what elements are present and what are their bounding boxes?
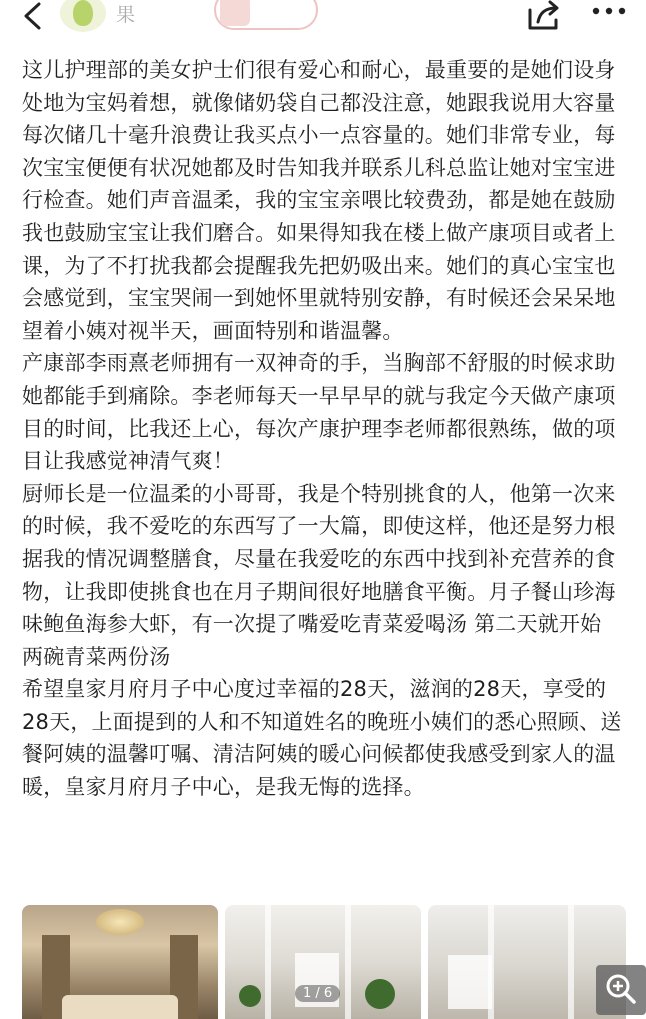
window-light	[448, 955, 492, 1009]
plant-shape	[239, 985, 261, 1007]
gallery-image-2[interactable]	[225, 905, 421, 1019]
follow-button[interactable]	[214, 0, 318, 30]
back-arrow-icon[interactable]	[20, 2, 48, 30]
gallery-image-1[interactable]	[22, 905, 218, 1019]
gallery-counter: 1 / 6	[295, 985, 340, 1002]
follow-button-mark	[220, 0, 250, 26]
ceiling-beam	[345, 905, 351, 1019]
post-paragraph-nursing: 这儿护理部的美女护士们很有爱心和耐心，最重要的是她们设身处地为宝妈着想，就像储奶袋自己都没注意，她跟我说用大容量每次储几十毫升浪费让我买点小一点容量的。她们非常专业，每次宝宝便便有状况她都及时告知我并联系儿科总监让她对宝宝进行检查。她们声音温柔，我的宝宝亲喂比较费劲，都是她在鼓励我也鼓励宝宝让我们磨合。如果得知我在楼上做产康项目或者上课，为了不打扰我都会提醒我先把奶吸出来。她们的真心宝宝也会感觉到，宝宝哭闹一到她怀里就特别安静，有时候还会呆呆地望着小姨对视半天，画面特别和谐温馨。	[22, 58, 616, 343]
avatar-fruit-icon	[73, 0, 93, 26]
zoom-button[interactable]	[596, 965, 646, 1015]
top-bar	[0, 0, 646, 34]
avatar[interactable]	[60, 0, 106, 32]
plant-shape	[365, 979, 395, 1009]
post-paragraph-conclusion: 希望皇家月府月子中心度过幸福的28天，滋润的28天，享受的28天，上面提到的人和不知道姓名的晚班小姨们的悉心照顾、送餐阿姨的温馨叮嘱、清洁阿姨的暖心问候都使我感受到家人的温暖，皇家月府月子中心，是我无悔的选择。	[22, 677, 622, 800]
sofa-shape	[62, 995, 178, 1019]
post-body	[22, 54, 622, 804]
username[interactable]: 果	[116, 4, 136, 26]
image-gallery	[22, 905, 626, 1019]
more-icon[interactable]	[592, 6, 626, 16]
username-fade	[140, 0, 210, 30]
ceiling-beam	[265, 905, 271, 1019]
ceiling-beam	[568, 905, 574, 1019]
zoom-in-icon	[596, 965, 646, 1015]
post-paragraph-chef: 厨师长是一位温柔的小哥哥，我是个特别挑食的人，他第一次来的时候，我不爱吃的东西写了一大篇，即使这样，他还是努力根据我的情况调整膳食，尽量在我爱吃的东西中找到补充营养的食物，让我即使挑食也在月子期间很好地膳食平衡。月子餐山珍海味鲍鱼海参大虾，有一次提了嘴爱吃青菜爱喝汤 第二天就开始两碗青菜两份汤	[22, 481, 616, 669]
post-paragraph-postpartum: 产康部李雨熹老师拥有一双神奇的手，当胸部不舒服的时候求助她都能手到痛除。李老师每天一早早早的就与我定今天做产康项目的时间，比我还上心，每次产康护理李老师都很熟练，做的项目让我感觉神清气爽！	[22, 351, 616, 474]
chandelier-shape	[96, 909, 144, 935]
share-icon[interactable]	[526, 0, 562, 30]
